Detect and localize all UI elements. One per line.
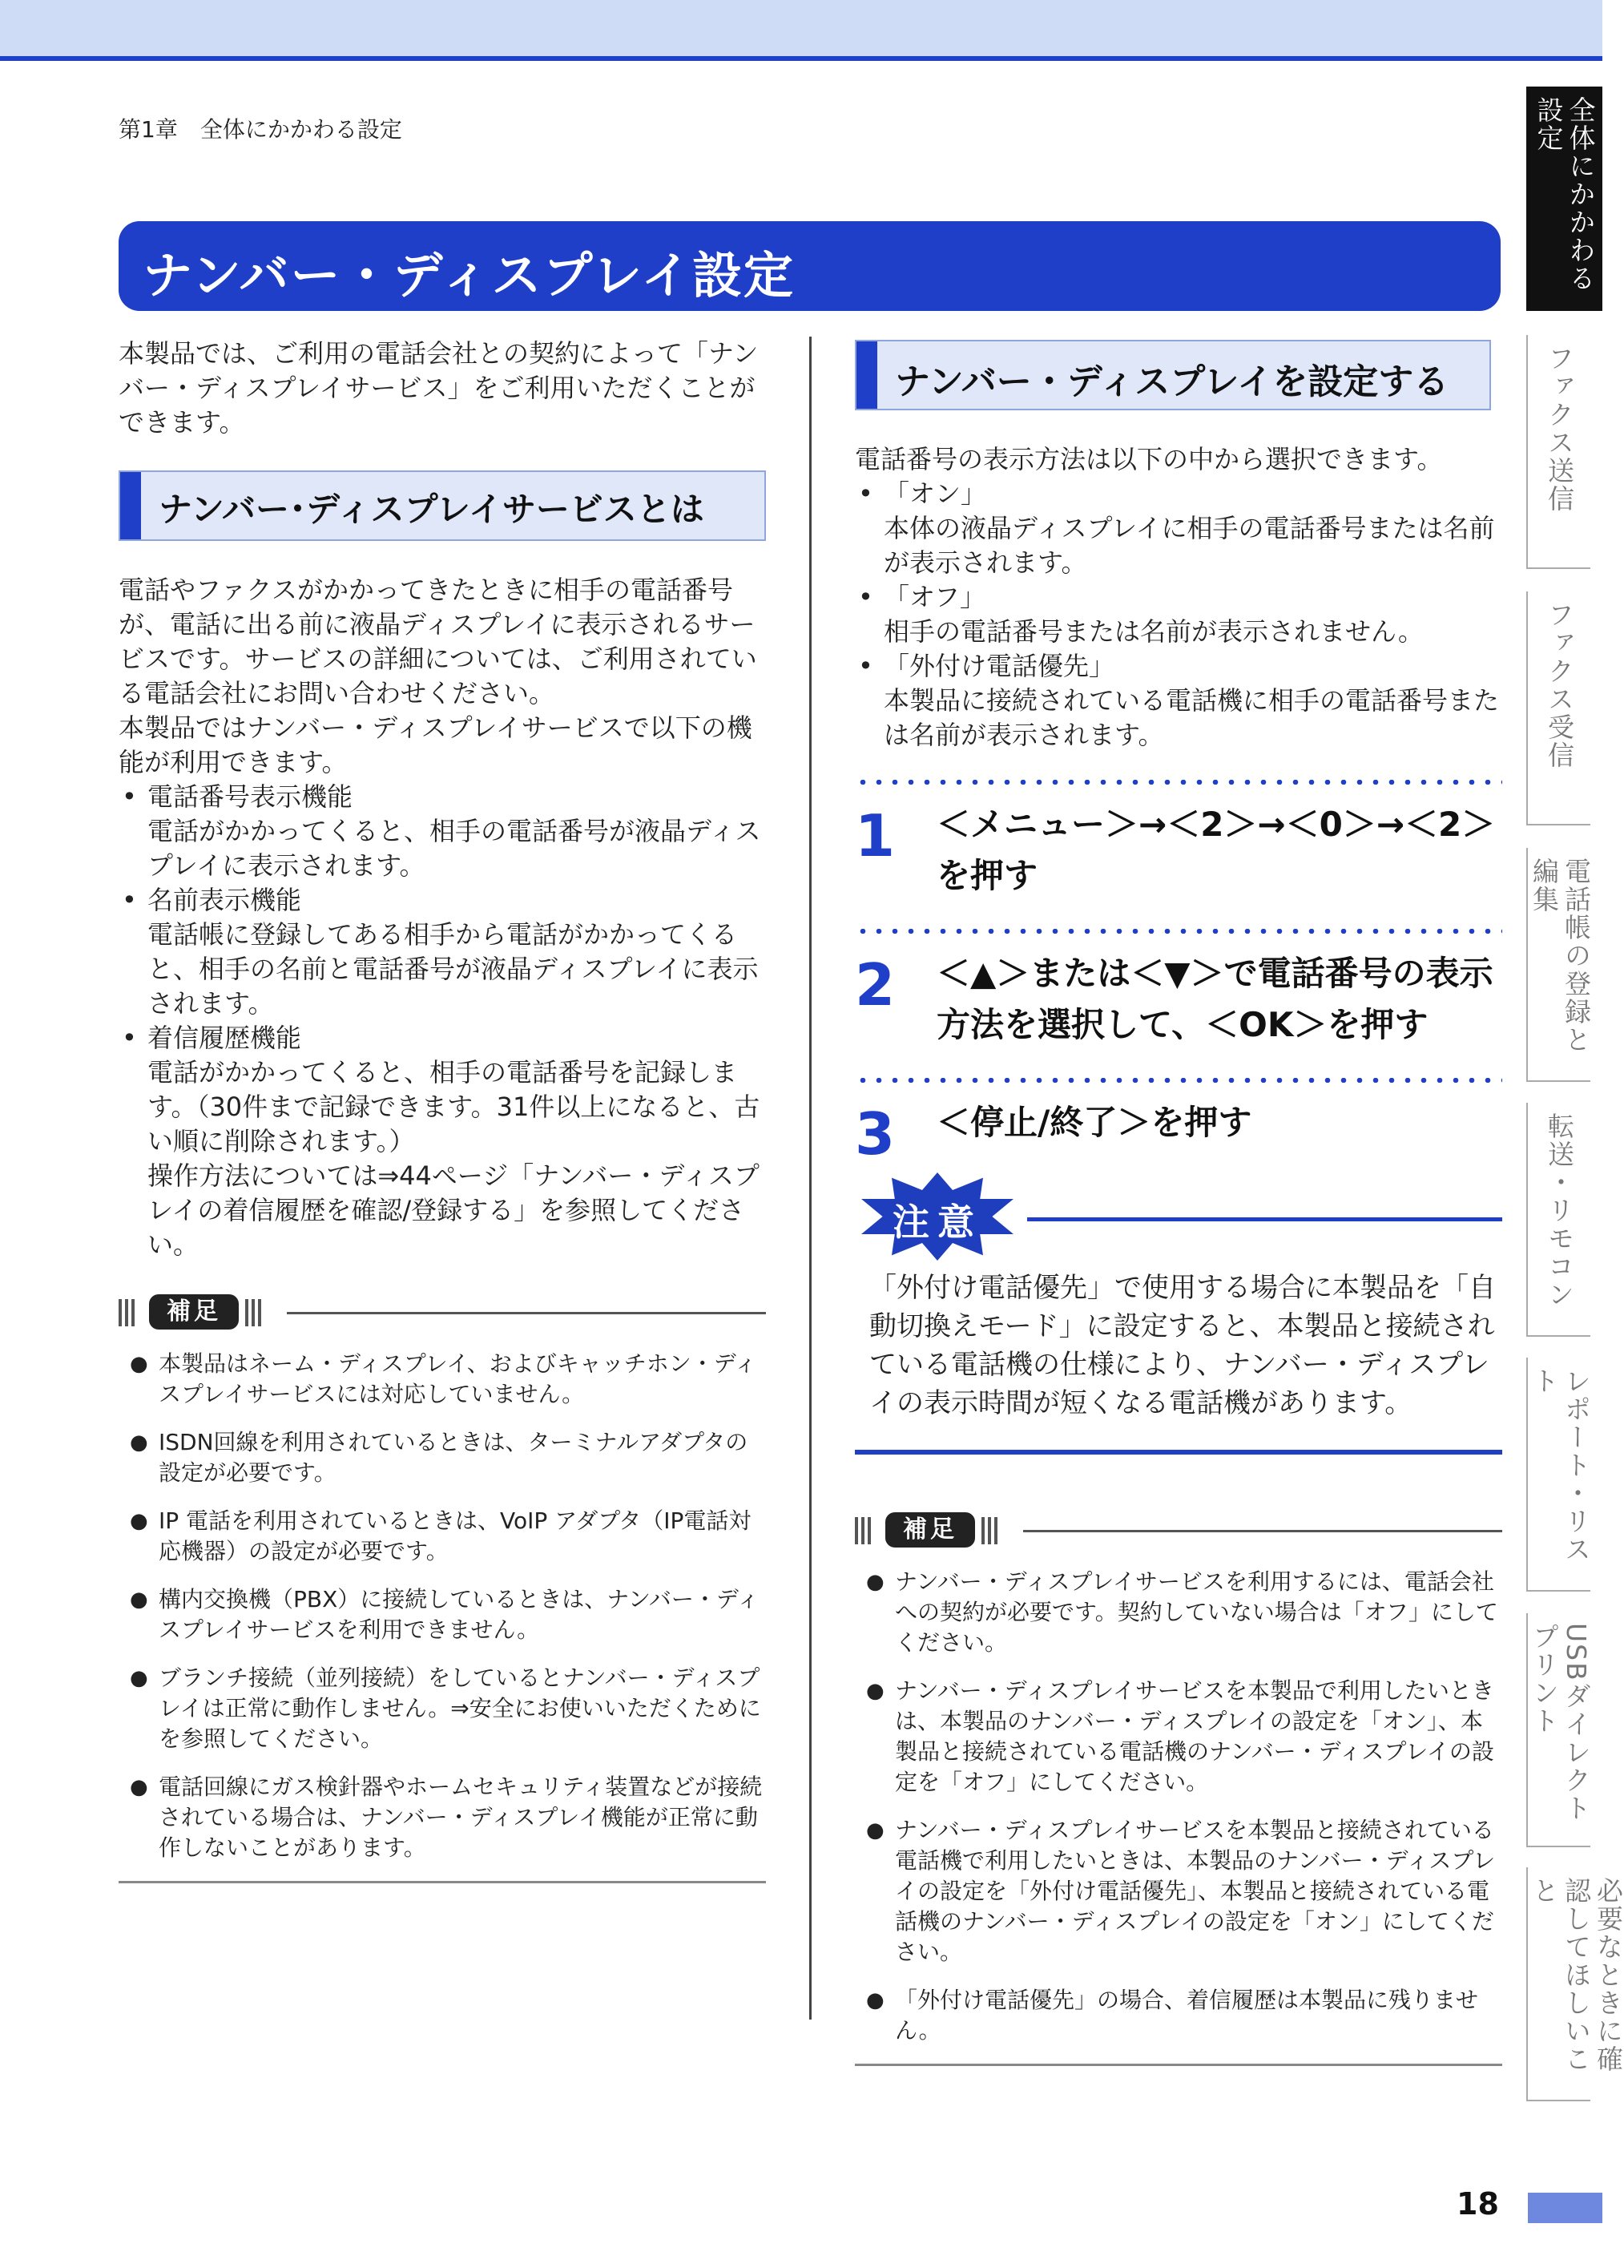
section-heading-left xyxy=(119,470,766,541)
tab-label: 転送・リモコン xyxy=(1544,1112,1575,1309)
hosoku-notes xyxy=(119,1349,766,1863)
section-heading-right xyxy=(855,340,1491,410)
page-title: ナンバー・ディスプレイ設定 xyxy=(143,246,796,305)
tab-label: ファクス送信 xyxy=(1544,345,1575,513)
hosoku-rule xyxy=(1023,1530,1502,1532)
note-item: ● ブランチ接続（並列接続）をしているとナンバー・ディスプレイは正常に動作しません。⇒安全にお使いいただくためにを参照してください。 xyxy=(119,1663,766,1754)
section-end-rule xyxy=(855,2064,1502,2066)
dotted-separator xyxy=(855,780,1502,785)
hosoku-label: 補足 xyxy=(885,1512,975,1548)
caution-end-rule xyxy=(855,1450,1502,1455)
service-description xyxy=(119,573,766,1262)
tab-fax-send[interactable] xyxy=(1526,335,1590,569)
tab-label: レポート・リスト xyxy=(1529,1367,1592,1564)
desc-paragraph-1: 電話やファクスがかかってきたときに相手の電話番号が、電話に出る前に液晶ディスプレイに表示されるサービスです。サービスの詳細については、ご利用されている電話会社にお問い合わせください。 xyxy=(119,575,757,708)
hosoku-rule xyxy=(287,1312,766,1314)
sound-bars-icon xyxy=(855,1517,879,1544)
hosoku-badge-icon xyxy=(855,1511,1007,1551)
hosoku-badge-icon xyxy=(119,1293,271,1333)
note-item: ● 「外付け電話優先」の場合、着信履歴は本製品に残りません。 xyxy=(855,1985,1502,2046)
page-title-bar xyxy=(119,221,1501,311)
dotted-separator xyxy=(855,1078,1502,1083)
section-title: ナンバー･ディスプレイサービスとは xyxy=(159,490,704,529)
step-number: 1 xyxy=(855,802,896,870)
option-name: • 「オン」 xyxy=(855,477,1502,511)
hosoku-label: 補足 xyxy=(149,1294,239,1330)
step-instruction: ＜▲＞または＜▼＞で電話番号の表示方法を選択して、＜OK＞を押す xyxy=(937,954,1493,1044)
feature-reference-link[interactable]: 操作方法については⇒44ページ「ナンバー・ディスプレイの着信履歴を確認/登録する」を参照してください。 xyxy=(147,1160,760,1260)
left-column xyxy=(119,337,766,1883)
desc-paragraph-2: 本製品ではナンバー・ディスプレイサービスで以下の機能が利用できます。 xyxy=(119,712,752,777)
tab-phonebook[interactable] xyxy=(1526,848,1590,1082)
caution-heading xyxy=(855,1172,1502,1269)
option-name: • 「外付け電話優先」 xyxy=(855,649,1502,684)
hosoku-notes xyxy=(855,1567,1502,2046)
sound-bars-icon xyxy=(981,1517,1005,1544)
option-name: • 「オフ」 xyxy=(855,580,1502,615)
right-column xyxy=(855,337,1502,2066)
hosoku-heading xyxy=(119,1293,766,1333)
option-desc: 本製品に接続されている電話機に相手の電話番号または名前が表示されます。 xyxy=(884,685,1500,750)
tab-label: USBダイレクトプリント xyxy=(1529,1623,1592,1822)
tab-troubleshooting[interactable] xyxy=(1526,1867,1624,2101)
feature-desc: 電話帳に登録してある相手から電話がかかってくると、相手の名前と電話番号が液晶ディスプレイに表示されます。 xyxy=(147,919,759,1019)
step-2 xyxy=(855,948,1502,1051)
tab-label: ファクス受信 xyxy=(1544,601,1575,769)
note-item: ● 電話回線にガス検針器やホームセキュリティ装置などが接続されている場合は、ナンバー・ディスプレイ機能が正常に動作しないことがあります。 xyxy=(119,1772,766,1863)
tab-forward-remote[interactable] xyxy=(1526,1103,1590,1337)
step-instruction: ＜メニュー＞→＜2＞→＜0＞→＜2＞を押す xyxy=(937,805,1496,895)
option-desc: 相手の電話番号または名前が表示されません。 xyxy=(884,616,1424,647)
hosoku-heading xyxy=(855,1511,1502,1551)
note-item: ● 本製品はネーム・ディスプレイ、およびキャッチホン・ディスプレイサービスには対応していません。 xyxy=(119,1349,766,1410)
option-desc: 本体の液晶ディスプレイに相手の電話番号または名前が表示されます。 xyxy=(884,513,1495,578)
step-1 xyxy=(855,799,1502,902)
feature-name: • 電話番号表示機能 xyxy=(119,780,766,814)
tab-label: 必要なときに確認してほしいこと xyxy=(1529,1877,1624,2073)
tab-label: 電話帳の登録と編集 xyxy=(1529,858,1592,1054)
tab-report-list[interactable] xyxy=(1526,1358,1590,1592)
top-band xyxy=(0,0,1602,61)
column-divider xyxy=(809,337,812,2020)
note-item: ● ISDN回線を利用されているときは、ターミナルアダプタの設定が必要です。 xyxy=(119,1427,766,1488)
options-intro: 電話番号の表示方法は以下の中から選択できます。 xyxy=(855,444,1443,474)
caution-label: 注意 xyxy=(893,1201,982,1244)
note-item: ● 構内交換機（PBX）に接続しているときは、ナンバー・ディスプレイサービスを利用できません。 xyxy=(119,1584,766,1645)
feature-desc: 電話がかかってくると、相手の電話番号が液晶ディスプレイに表示されます。 xyxy=(147,816,761,881)
chapter-label: 第1章 全体にかかわる設定 xyxy=(119,116,402,143)
page-number-bar xyxy=(1528,2193,1602,2223)
step-3 xyxy=(855,1097,1502,1168)
caution-rule xyxy=(1027,1217,1502,1221)
tab-usb-direct-print[interactable] xyxy=(1526,1613,1590,1847)
intro-text xyxy=(119,337,766,440)
tab-fax-receive[interactable] xyxy=(1526,591,1590,825)
caution-text: 「外付け電話優先」で使用する場合に本製品を「自動切換えモード」に設定すると、本製品と接続されている電話機の仕様により、ナンバー・ディスプレイの表示時間が短くなる電話機があります。 xyxy=(869,1272,1496,1419)
display-options xyxy=(855,442,1502,753)
note-item: ● ナンバー・ディスプレイサービスを本製品で利用したいときは、本製品のナンバー・ディスプレイの設定を「オン」、本製品と接続されている電話機のナンバー・ディスプレイの設定を「オフ」にしてください。 xyxy=(855,1676,1502,1798)
tab-all-settings[interactable] xyxy=(1526,87,1602,311)
caution-burst-icon xyxy=(861,1172,1013,1261)
step-number: 3 xyxy=(855,1100,896,1168)
feature-desc: 電話がかかってくると、相手の電話番号を記録します。（30件まで記録できます。31件以上になると、古い順に削除されます。） xyxy=(147,1057,760,1156)
step-number: 2 xyxy=(855,951,896,1019)
feature-name: • 名前表示機能 xyxy=(119,883,766,918)
sound-bars-icon xyxy=(245,1299,269,1326)
page-number: 18 xyxy=(1457,2186,1499,2222)
section-title: ナンバー・ディスプレイを設定する xyxy=(895,361,1449,402)
feature-name: • 着信履歴機能 xyxy=(119,1021,766,1055)
sound-bars-icon xyxy=(119,1299,143,1326)
note-item: ● ナンバー・ディスプレイサービスを本製品と接続されている電話機で利用したいときは、本製品のナンバー・ディスプレイの設定を「外付け電話優先」、本製品と接続されている電話機のナンバー・ディスプレイの設定を「オン」にしてください。 xyxy=(855,1815,1502,1967)
note-item: ● IP 電話を利用されているときは、VoIP アダプタ（IP電話対応機器）の設定が必要です。 xyxy=(119,1506,766,1567)
step-instruction: ＜停止/終了＞を押す xyxy=(937,1103,1252,1142)
note-item: ● ナンバー・ディスプレイサービスを利用するには、電話会社への契約が必要です。契約していない場合は「オフ」にしてください。 xyxy=(855,1567,1502,1658)
section-end-rule xyxy=(119,1881,766,1883)
intro-paragraph: 本製品では、ご利用の電話会社との契約によって「ナンバー・ディスプレイサービス」をご利用いただくことができます。 xyxy=(119,338,759,438)
tab-label: 全体にかかわる設定 xyxy=(1533,96,1597,293)
dotted-separator xyxy=(855,929,1502,934)
